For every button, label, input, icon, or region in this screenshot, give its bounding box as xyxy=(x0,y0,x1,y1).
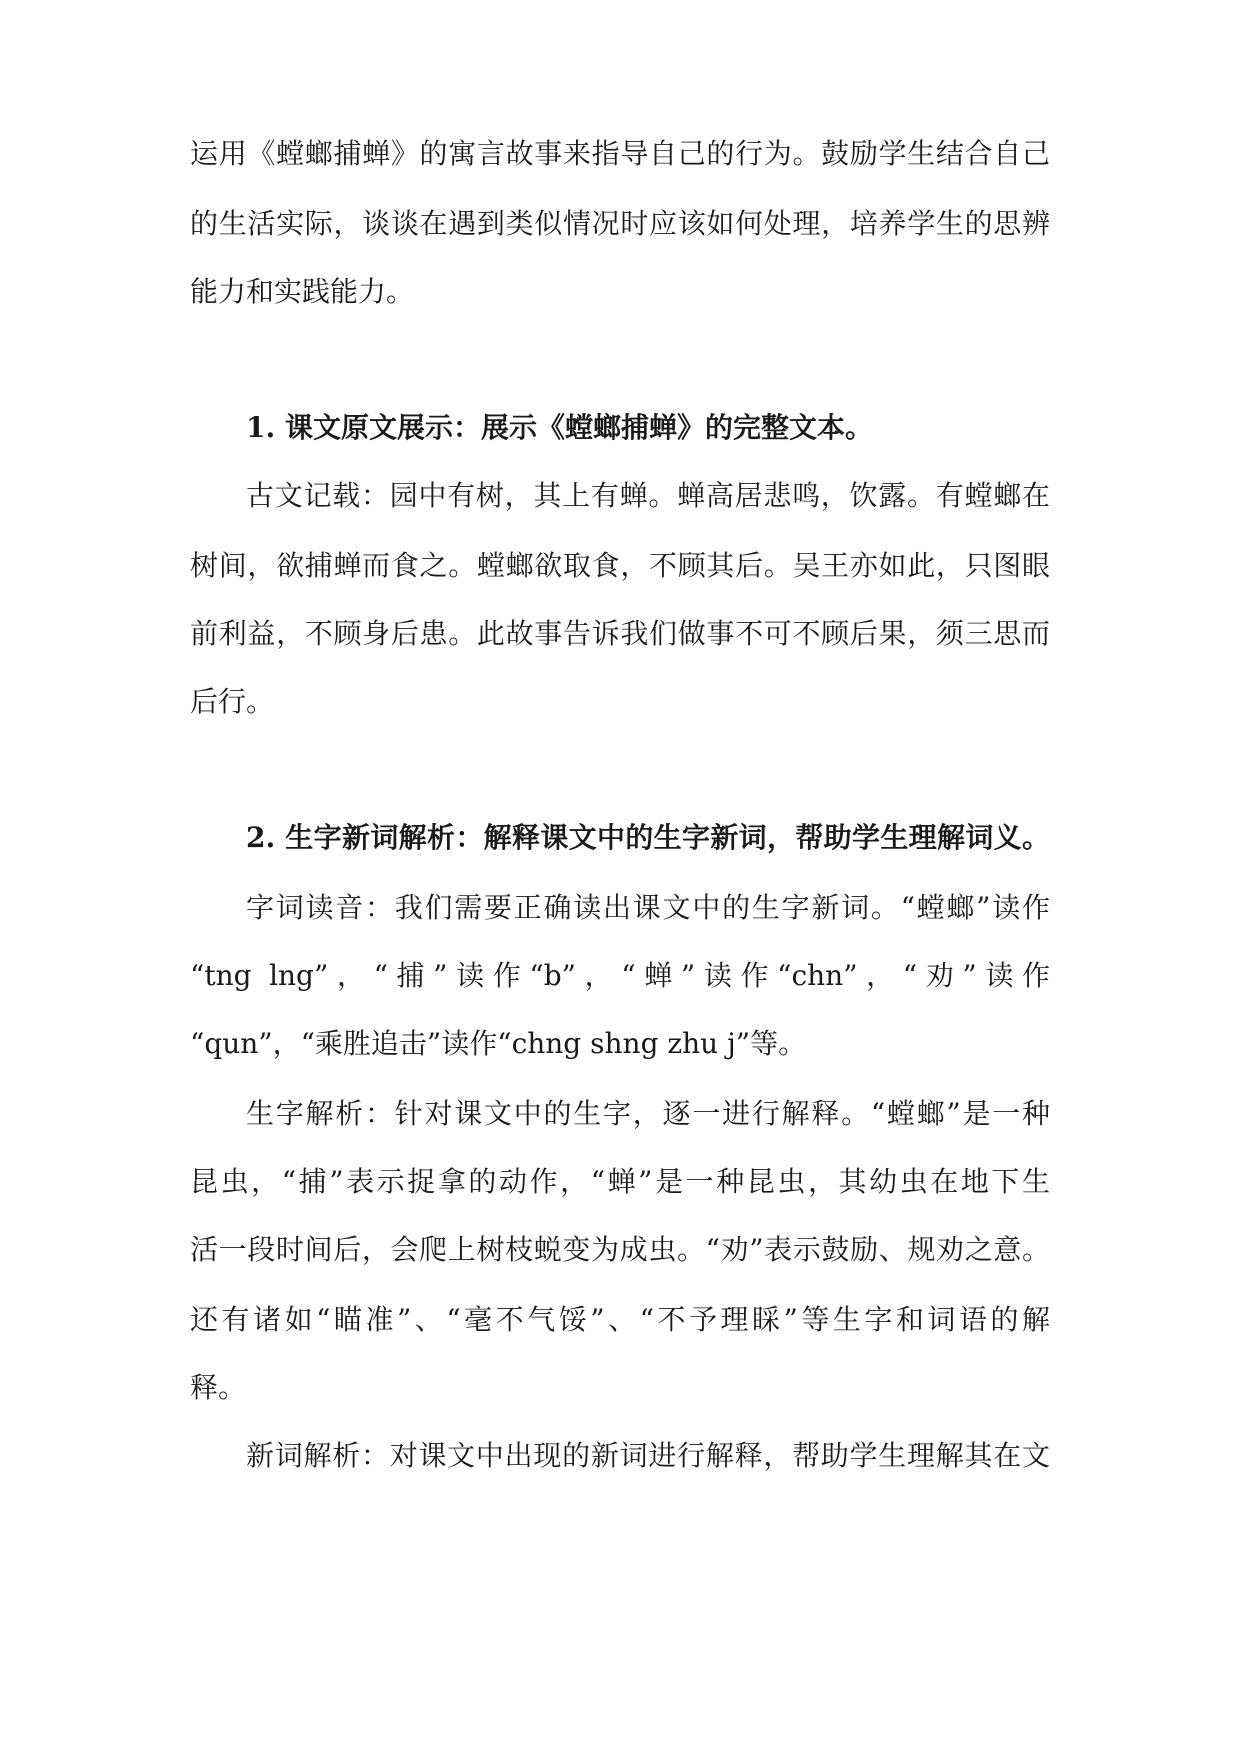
paragraph-line: 生字解析：针对课文中的生字，逐一进行解释。“螳螂”是一种 xyxy=(246,1097,1050,1130)
paragraph-line: 树间，欲捕蝉而食之。螳螂欲取食，不顾其后。吴王亦如此，只图眼 xyxy=(190,549,1050,582)
paragraph-line: 后行。 xyxy=(190,685,275,718)
paragraph-line: 活一段时间后，会爬上树枝蜕变为成虫。“劝”表示鼓励、规劝之意。 xyxy=(190,1233,1050,1266)
paragraph-line: 昆虫，“捕”表示捉拿的动作，“蝉”是一种昆虫，其幼虫在地下生 xyxy=(190,1165,1050,1198)
paragraph-line: 前利益，不顾身后患。此故事告诉我们做事不可不顾后果，须三思而 xyxy=(190,617,1050,650)
paragraph-line: 释。 xyxy=(190,1371,247,1404)
paragraph-line: “qun”，“乘胜追击”读作“chng shng zhu j”等。 xyxy=(190,1027,807,1060)
section-heading-1: 1. 课文原文展示：展示《螳螂捕蝉》的完整文本。 xyxy=(246,411,873,444)
paragraph-line: 的生活实际，谈谈在遇到类似情况时应该如何处理，培养学生的思辨 xyxy=(190,207,1050,240)
paragraph-line: 运用《螳螂捕蝉》的寓言故事来指导自己的行为。鼓励学生结合自己 xyxy=(190,137,1050,170)
paragraph-line: 古文记载：园中有树，其上有蝉。蝉高居悲鸣，饮露。有螳螂在 xyxy=(246,479,1050,512)
section-heading-2: 2. 生字新词解析：解释课文中的生字新词，帮助学生理解词义。 xyxy=(246,821,1050,854)
paragraph-line: 能力和实践能力。 xyxy=(190,275,415,308)
paragraph-line: “tng lng”，“捕”读作“b”，“蝉”读作“chn”，“劝”读作 xyxy=(190,959,1050,992)
paragraph-line: 还有诸如“瞄准”、“毫不气馁”、“不予理睬”等生字和词语的解 xyxy=(190,1303,1050,1336)
paragraph-line: 字词读音：我们需要正确读出课文中的生字新词。“螳螂”读作 xyxy=(246,891,1050,924)
paragraph-line: 新词解析：对课文中出现的新词进行解释，帮助学生理解其在文 xyxy=(246,1439,1050,1472)
